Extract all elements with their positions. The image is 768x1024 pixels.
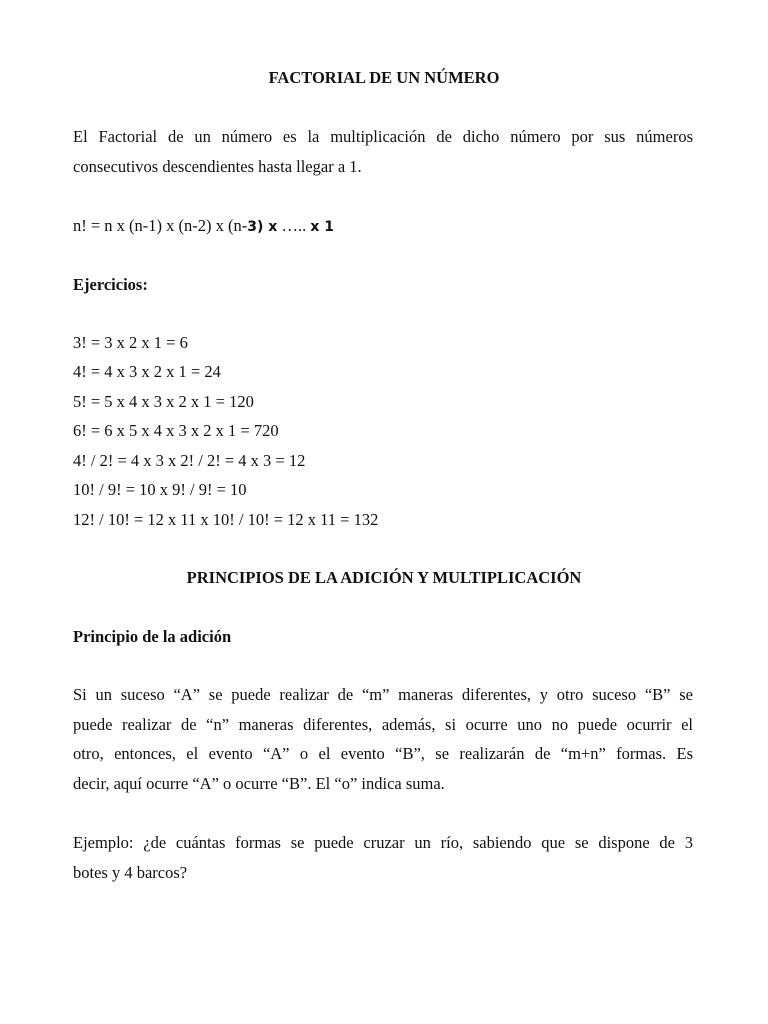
addition-line: decir, aquí ocurre “A” o ocurre “B”. El “o” indica suma. bbox=[73, 773, 445, 793]
page-title: FACTORIAL DE UN NÚMERO bbox=[268, 68, 500, 87]
exercise-line: 4! = 4 x 3 x 2 x 1 = 24 bbox=[73, 362, 221, 381]
formula-part: ….. bbox=[277, 216, 311, 235]
factorial-formula bbox=[73, 216, 334, 236]
exercise-line: 5! = 5 x 4 x 3 x 2 x 1 = 120 bbox=[73, 392, 254, 411]
exercise-line: 10! / 9! = 10 x 9! / 9! = 10 bbox=[73, 480, 247, 499]
exercise-line: 6! = 6 x 5 x 4 x 3 x 2 x 1 = 720 bbox=[73, 421, 279, 440]
intro-line: consecutivos descendientes hasta llegar a 1. bbox=[73, 156, 362, 176]
exercise-line: 4! / 2! = 4 x 3 x 2! / 2! = 4 x 3 = 12 bbox=[73, 451, 306, 470]
exercise-line: 12! / 10! = 12 x 11 x 10! / 10! = 12 x 11 = 132 bbox=[73, 510, 379, 529]
addition-line: otro, entonces, el evento “A” o el evento “B”, se realizarán de “m+n” formas. Es bbox=[73, 744, 693, 763]
intro-line: El Factorial de un número es la multiplicación de dicho número por sus números bbox=[73, 127, 693, 146]
example-line: Ejemplo: ¿de cuántas formas se puede cruzar un río, sabiendo que se dispone de 3 bbox=[73, 833, 693, 852]
section-title: PRINCIPIOS DE LA ADICIÓN Y MULTIPLICACIÓN bbox=[186, 568, 582, 587]
example-paragraph bbox=[73, 828, 693, 887]
exercise-line: 3! = 3 x 2 x 1 = 6 bbox=[73, 333, 188, 352]
addition-line: Si un suceso “A” se puede realizar de “m” maneras diferentes, y otro suceso “B” se bbox=[73, 685, 693, 704]
subsection-title: Principio de la adición bbox=[73, 627, 232, 646]
exercises-heading: Ejercicios: bbox=[73, 275, 148, 294]
formula-part: 3) x bbox=[247, 219, 278, 235]
formula-part: x 1 bbox=[310, 219, 334, 235]
intro-paragraph bbox=[73, 122, 693, 181]
addition-paragraph bbox=[73, 680, 693, 798]
formula-part: n! = n x (n-1) x (n-2) x (n- bbox=[73, 216, 248, 235]
addition-line: puede realizar de “n” maneras diferentes, además, si ocurre uno no puede ocurrir el bbox=[73, 714, 693, 734]
example-line: botes y 4 barcos? bbox=[73, 862, 188, 882]
